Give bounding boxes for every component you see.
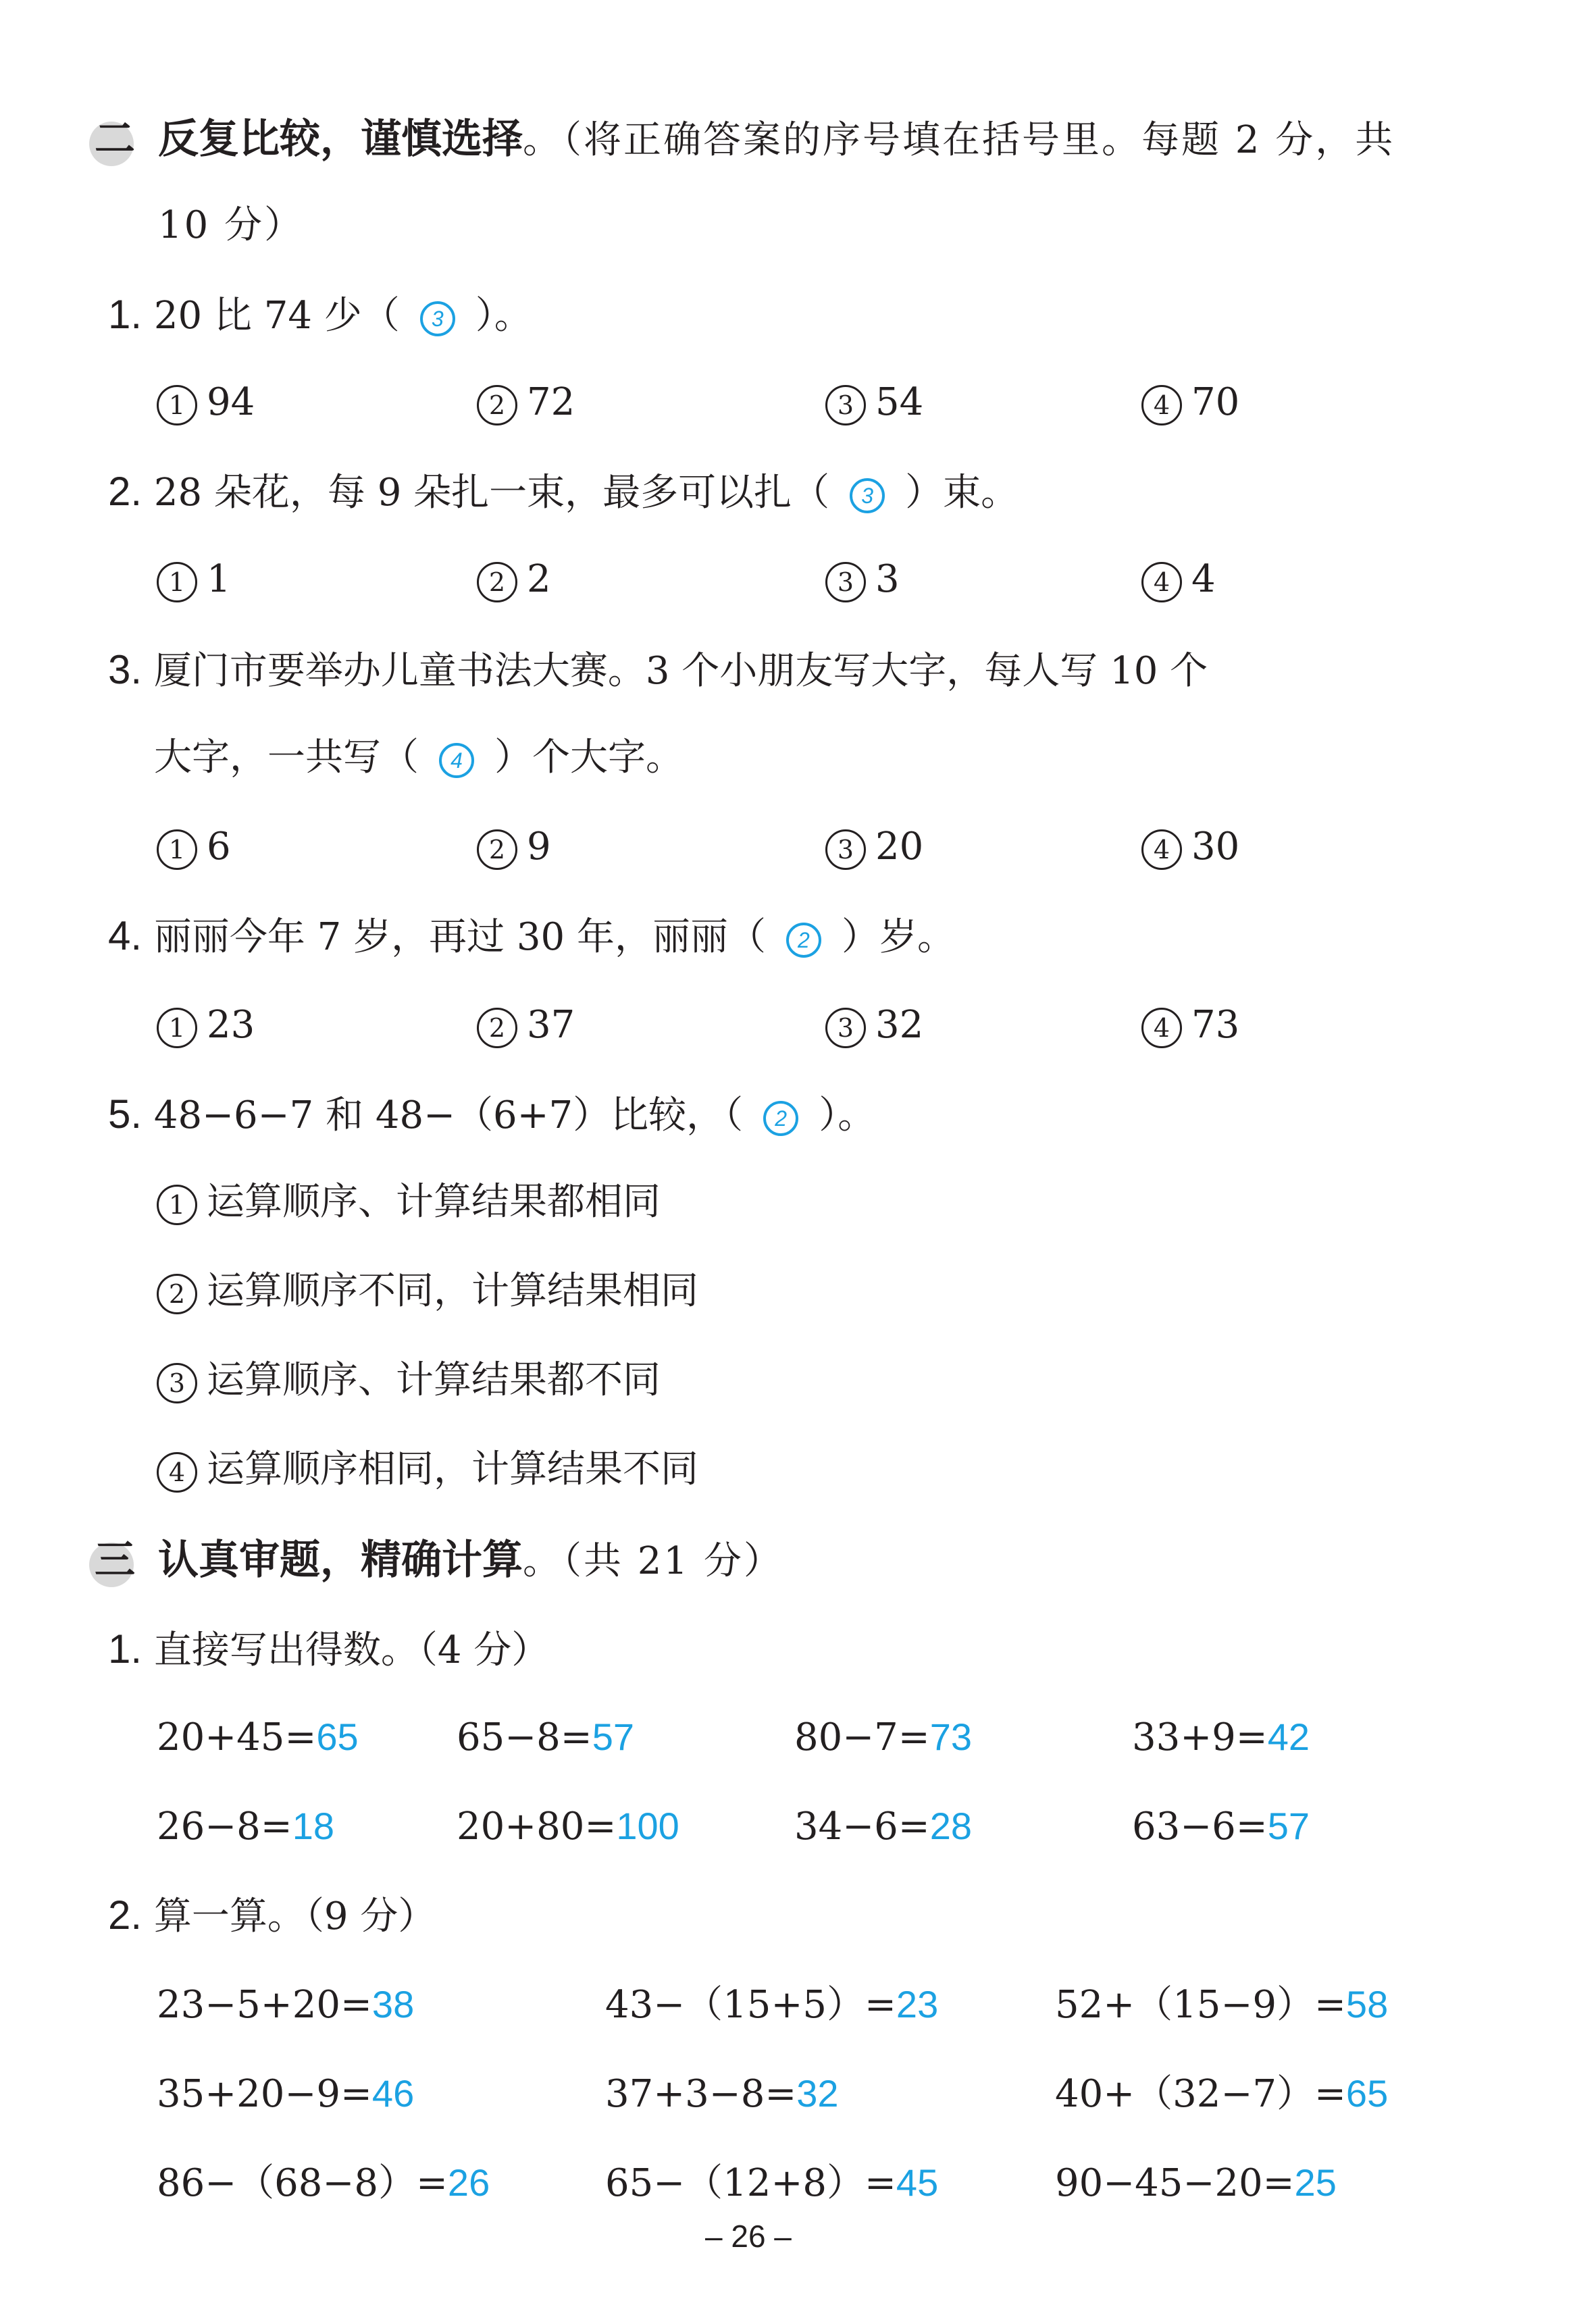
- option-text: 20: [875, 825, 924, 869]
- option: [1141, 1003, 1240, 1048]
- calc-expr: 52+（15−9）=: [1055, 1983, 1346, 2027]
- calc-item: [457, 1805, 679, 1849]
- question-text-end: ）。: [475, 294, 532, 338]
- option-mark: 2: [157, 1274, 197, 1314]
- part-number: 2.: [108, 1892, 143, 1938]
- calc-answer: 26: [447, 2161, 490, 2204]
- calc-item: [157, 1983, 415, 2027]
- option: [157, 380, 255, 425]
- option-mark: 2: [477, 829, 517, 870]
- question-text: 48−6−7 和 48−（6+7）比较，（: [153, 1093, 744, 1137]
- question-text-end: ）岁。: [841, 915, 955, 959]
- question-5: [108, 1091, 876, 1137]
- section-note: 。（将正确答案的序号填在括号里。每题 2 分，共: [523, 118, 1395, 162]
- calc-answer: 45: [896, 2161, 939, 2204]
- answer-mark: 4: [439, 743, 474, 778]
- option: [825, 1003, 924, 1048]
- calc-expr: 86−（68−8）=: [157, 2161, 448, 2205]
- option-mark: 1: [157, 1008, 197, 1048]
- calc-answer: 32: [796, 2072, 839, 2115]
- calc-answer: 46: [371, 2072, 415, 2115]
- question-1: [108, 294, 532, 336]
- calc-answer: 58: [1345, 1983, 1389, 2026]
- calc-answer: 100: [616, 1805, 679, 1847]
- part-title: 直接写出得数。（4 分）: [153, 1628, 550, 1672]
- calc-answer: 23: [896, 1983, 939, 2026]
- calc-expr: 26−8=: [157, 1805, 292, 1849]
- option: [157, 1180, 661, 1225]
- option-text: 37: [527, 1003, 575, 1047]
- section-heading: [158, 115, 1395, 163]
- section-title: 反复比较，谨慎选择: [158, 115, 523, 163]
- option-text: 4: [1191, 557, 1216, 601]
- option: [1141, 380, 1240, 425]
- option-mark: 4: [1141, 829, 1182, 870]
- section-note-cont: 10 分）: [158, 203, 305, 247]
- part-1-title: [108, 1626, 550, 1672]
- calc-expr: 90−45−20=: [1055, 2161, 1295, 2205]
- answer-mark: 2: [786, 923, 821, 958]
- calc-item: [605, 2072, 839, 2116]
- calc-expr: 37+3−8=: [605, 2072, 797, 2116]
- question-number: 2.: [108, 469, 143, 514]
- calc-item: [794, 1805, 973, 1849]
- calc-expr: 35+20−9=: [157, 2072, 372, 2116]
- calc-item: [605, 2161, 939, 2205]
- calc-item: [1055, 2072, 1389, 2116]
- calc-answer: 42: [1267, 1715, 1310, 1758]
- question-number: 5.: [108, 1091, 143, 1137]
- section-number: 三: [95, 1537, 135, 1584]
- calc-answer: 57: [1267, 1805, 1310, 1847]
- option: [477, 380, 575, 425]
- option-mark: 3: [825, 385, 866, 425]
- calc-answer: 73: [929, 1715, 973, 1758]
- option-mark: 3: [825, 829, 866, 870]
- option-text: 运算顺序、计算结果都相同: [207, 1180, 661, 1224]
- question-3-cont: [154, 736, 684, 779]
- option-mark: 3: [825, 1008, 866, 1048]
- option: [1141, 825, 1240, 870]
- calc-expr: 63−6=: [1132, 1805, 1268, 1849]
- option: [157, 825, 231, 870]
- option-mark: 4: [1141, 562, 1182, 602]
- calc-expr: 65−（12+8）=: [605, 2161, 896, 2205]
- calc-item: [794, 1715, 973, 1759]
- option: [157, 1447, 698, 1493]
- question-number: 4.: [108, 913, 143, 958]
- calc-item: [157, 1715, 359, 1759]
- option-text: 1: [207, 557, 231, 601]
- section-title: 认真审题，精确计算: [158, 1537, 523, 1584]
- option: [477, 557, 551, 602]
- question-3: [108, 647, 1208, 693]
- option-mark: 1: [157, 385, 197, 425]
- part-2-title: [108, 1892, 436, 1938]
- calc-expr: 33+9=: [1132, 1715, 1268, 1759]
- question-text: 丽丽今年 7 岁，再过 30 年，丽丽（: [153, 915, 766, 959]
- calc-expr: 40+（32−7）=: [1055, 2072, 1346, 2116]
- option: [825, 380, 924, 425]
- option-text: 72: [527, 380, 575, 424]
- calc-answer: 65: [316, 1715, 359, 1758]
- option-mark: 3: [825, 562, 866, 602]
- question-number: 3.: [108, 647, 143, 692]
- calc-answer: 65: [1345, 2072, 1389, 2115]
- calc-item: [457, 1715, 635, 1759]
- part-number: 1.: [108, 1626, 143, 1672]
- question-text-end: ）个大字。: [494, 736, 684, 779]
- calc-answer: 38: [371, 1983, 415, 2026]
- question-text: 厦门市要举办儿童书法大赛。3 个小朋友写大字，每人写 10 个: [153, 649, 1208, 693]
- section-heading: [158, 1537, 783, 1584]
- option: [157, 557, 231, 602]
- option: [477, 825, 551, 870]
- calc-item: [1132, 1715, 1310, 1759]
- question-text: 20 比 74 少（: [153, 294, 400, 338]
- calc-item: [1132, 1805, 1310, 1849]
- question-number: 1.: [108, 292, 143, 337]
- option-text: 54: [875, 380, 924, 424]
- option-text: 73: [1191, 1003, 1240, 1047]
- option-mark: 4: [1141, 1008, 1182, 1048]
- option-text: 2: [527, 557, 551, 601]
- calc-answer: 57: [592, 1715, 635, 1758]
- option-text: 94: [207, 380, 255, 424]
- calc-expr: 65−8=: [457, 1715, 592, 1759]
- option: [477, 1003, 575, 1048]
- option: [825, 557, 900, 602]
- question-text: 大字，一共写（: [154, 736, 419, 779]
- option-mark: 1: [157, 562, 197, 602]
- calc-answer: 18: [292, 1805, 335, 1847]
- calc-item: [605, 1983, 939, 2027]
- calc-answer: 25: [1294, 2161, 1337, 2204]
- calc-answer: 28: [929, 1805, 973, 1847]
- option: [157, 1269, 698, 1314]
- question-4: [108, 913, 955, 959]
- calc-expr: 23−5+20=: [157, 1983, 372, 2027]
- option-text: 运算顺序不同，计算结果相同: [207, 1269, 698, 1313]
- option-mark: 2: [477, 1008, 517, 1048]
- calc-expr: 20+80=: [457, 1805, 617, 1849]
- option-mark: 2: [477, 385, 517, 425]
- option-text: 23: [207, 1003, 255, 1047]
- option-mark: 4: [157, 1452, 197, 1493]
- option: [157, 1358, 661, 1403]
- question-2: [108, 471, 1019, 513]
- option-mark: 3: [157, 1363, 197, 1403]
- answer-mark: 3: [420, 301, 455, 336]
- option: [825, 825, 924, 870]
- option-mark: 1: [157, 829, 197, 870]
- option-text: 运算顺序相同，计算结果不同: [207, 1447, 698, 1491]
- option-text: 6: [207, 825, 231, 869]
- page-number: – 26 –: [705, 2219, 792, 2254]
- calc-expr: 34−6=: [794, 1805, 930, 1849]
- calc-expr: 80−7=: [794, 1715, 930, 1759]
- answer-mark: 3: [850, 478, 885, 513]
- option-text: 9: [527, 825, 551, 869]
- option-text: 32: [875, 1003, 924, 1047]
- option-text: 30: [1191, 825, 1240, 869]
- answer-mark: 2: [763, 1101, 798, 1136]
- calc-expr: 43−（15+5）=: [605, 1983, 896, 2027]
- option-mark: 1: [157, 1185, 197, 1225]
- question-text-end: ）。: [819, 1093, 876, 1137]
- option-mark: 2: [477, 562, 517, 602]
- option-mark: 4: [1141, 385, 1182, 425]
- calc-item: [157, 1805, 335, 1849]
- part-title: 算一算。（9 分）: [153, 1894, 436, 1938]
- section-note: 。（共 21 分）: [523, 1539, 783, 1583]
- section-number: 二: [95, 115, 135, 163]
- option-text: 70: [1191, 380, 1240, 424]
- option-text: 运算顺序、计算结果都不同: [207, 1358, 661, 1402]
- calc-item: [1055, 2161, 1337, 2205]
- question-text: 28 朵花，每 9 朵扎一束，最多可以扎（: [153, 471, 830, 515]
- question-text-end: ）束。: [905, 471, 1019, 515]
- calc-item: [157, 2161, 490, 2205]
- calc-expr: 20+45=: [157, 1715, 317, 1759]
- calc-item: [157, 2072, 415, 2116]
- option-text: 3: [875, 557, 900, 601]
- option: [1141, 557, 1216, 602]
- calc-item: [1055, 1983, 1389, 2027]
- option: [157, 1003, 255, 1048]
